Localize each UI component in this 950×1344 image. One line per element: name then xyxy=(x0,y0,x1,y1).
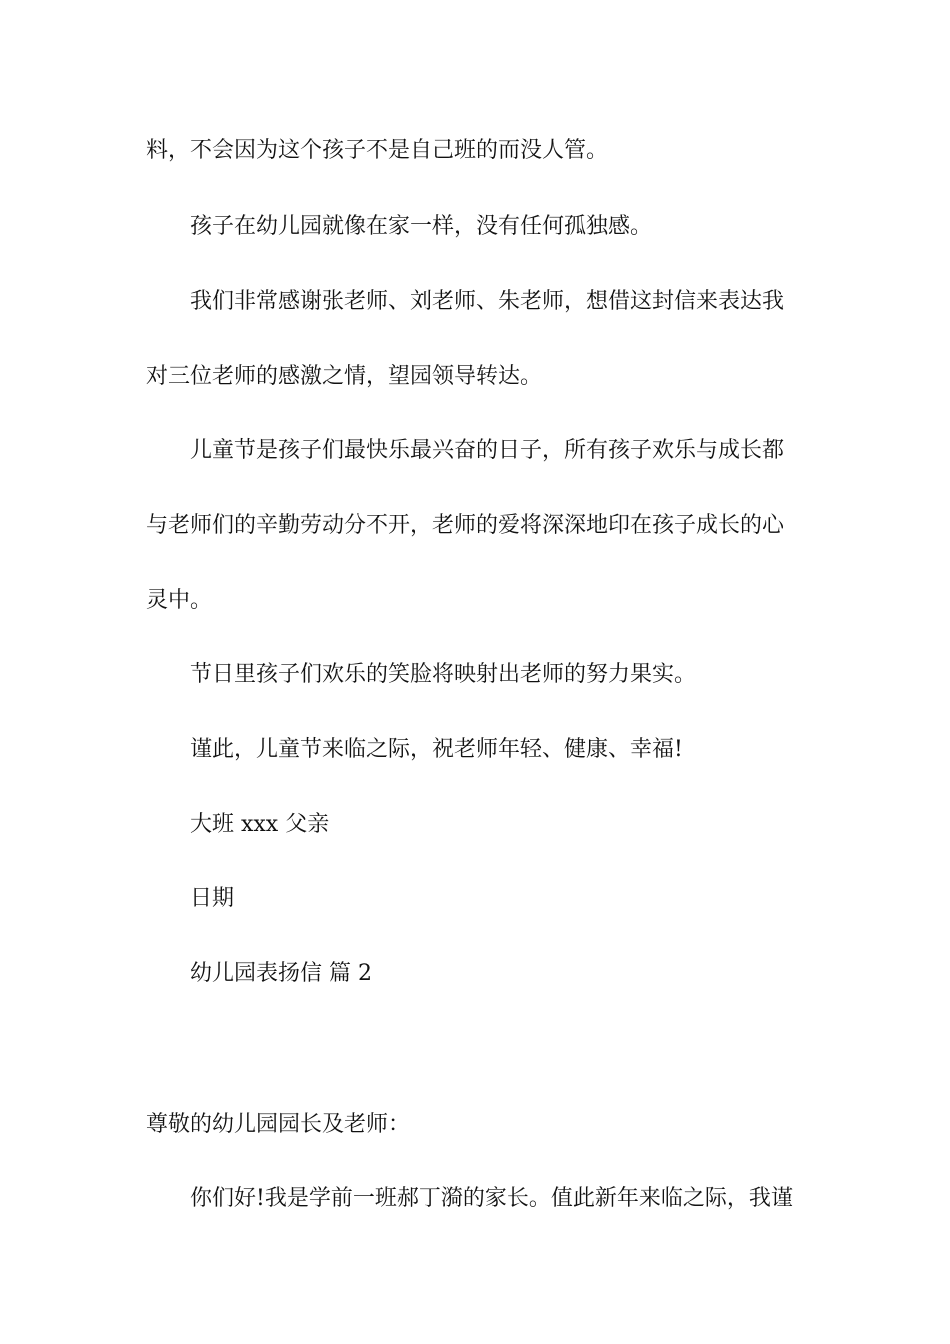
section-title: 幼儿园表扬信 篇 2 xyxy=(190,961,372,986)
salutation-line: 尊敬的幼儿园园长及老师： xyxy=(146,1112,411,1137)
text-line-4: 对三位老师的感激之情，望园领导转达。 xyxy=(146,364,543,389)
text-line-2: 孩子在幼儿园就像在家一样，没有任何孤独感。 xyxy=(190,214,653,239)
date-line: 日期 xyxy=(190,886,235,911)
text-line-8: 节日里孩子们欢乐的笑脸将映射出老师的努力果实。 xyxy=(190,662,697,687)
text-line-6: 与老师们的辛勤劳动分不开，老师的爱将深深地印在孩子成长的心 xyxy=(146,513,785,538)
text-line-14: 你们好!我是学前一班郝丁漪的家长。值此新年来临之际，我谨 xyxy=(190,1186,793,1211)
signature-line: 大班 xxx 父亲 xyxy=(190,812,330,837)
text-line-5: 儿童节是孩子们最快乐最兴奋的日子，所有孩子欢乐与成长都 xyxy=(190,438,785,463)
text-line-3: 我们非常感谢张老师、刘老师、朱老师，想借这封信来表达我 xyxy=(190,289,785,314)
text-line-1: 料，不会因为这个孩子不是自己班的而没人管。 xyxy=(146,138,609,163)
text-line-7: 灵中。 xyxy=(146,588,213,613)
text-line-9: 谨此，儿童节来临之际，祝老师年轻、健康、幸福! xyxy=(190,737,683,762)
